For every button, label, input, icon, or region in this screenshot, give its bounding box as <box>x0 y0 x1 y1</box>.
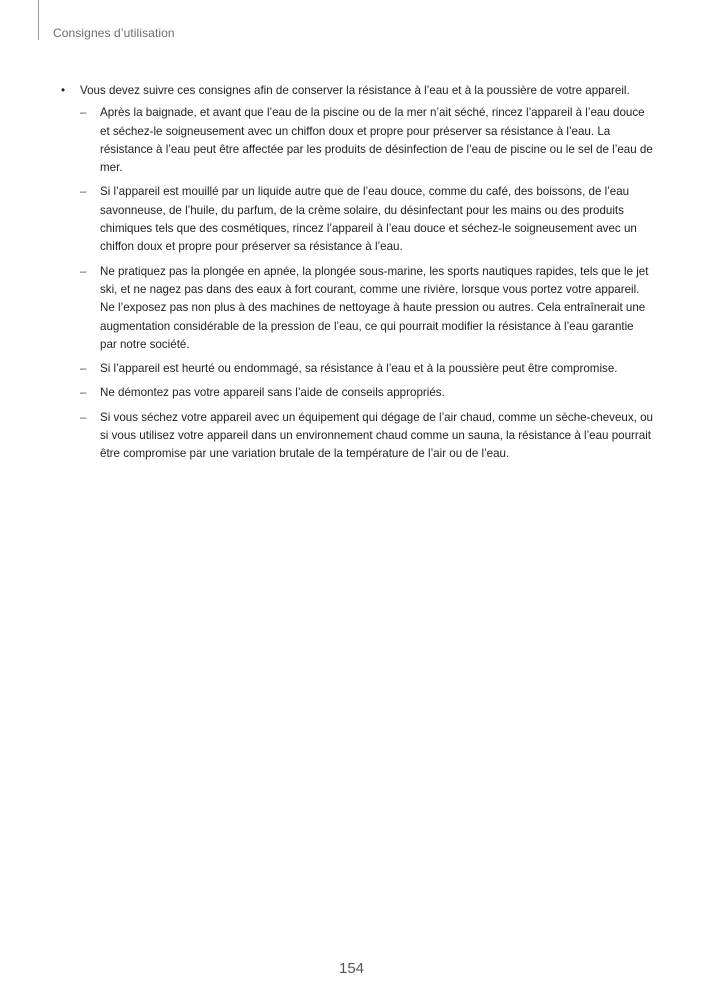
list-item-text: Si vous séchez votre appareil avec un équipement qui dégage de l’air chaud, comme un sèche-cheveux, ou si vous utilisez votre appareil dans un environnement chaud comme un sauna, la résistance à l’eau pourrait être compromise par une variation brutale de la température de l’air ou de l’eau. <box>100 410 653 461</box>
dash-icon: – <box>80 362 87 376</box>
main-content <box>61 82 653 470</box>
dash-icon: – <box>80 386 87 400</box>
section-title: Consignes d’utilisation <box>53 26 175 40</box>
list-item-text: Si l’appareil est mouillé par un liquide autre que de l’eau douce, comme du café, des boissons, de l’eau savonneuse, de l’huile, du parfum, de la crème solaire, du désinfectant pour les mains ou des produits chimiques tels que des cosmétiques, rincez l’appareil à l’eau douce et séchez-le soigneusement avec un chiffon doux et propre pour préserver sa résistance à l’eau. <box>100 185 637 254</box>
list-item-text: Ne démontez pas votre appareil sans l’aide de conseils appropriés. <box>100 386 445 400</box>
list-item <box>61 384 653 402</box>
list-item <box>61 263 653 354</box>
list-item-text: Après la baignade, et avant que l’eau de la piscine ou de la mer n’ait séché, rincez l’appareil à l’eau douce et séchez-le soigneusement avec un chiffon doux et propre pour préserver sa résistance à l’eau. La résistance à l’eau peut être affectée par les produits de désinfection de l’eau de piscine ou le sel de l’eau de mer. <box>100 106 653 175</box>
dash-icon: – <box>80 264 87 278</box>
list-item <box>61 104 653 177</box>
list-item <box>61 409 653 464</box>
dash-icon: – <box>80 106 87 120</box>
list-item-text: Ne pratiquez pas la plongée en apnée, la plongée sous-marine, les sports nautiques rapides, tels que le jet ski, et ne nagez pas dans des eaux à fort courant, comme une rivière, lorsque vous portez votre appareil. Ne l’exposez pas non plus à des machines de nettoyage à haute pression ou autres. Cela entraînerait une augmentation considérable de la pression de l’eau, ce qui pourrait modifier la résistance à l’eau garantie par notre société. <box>100 264 649 351</box>
list-item <box>61 183 653 256</box>
instruction-list <box>80 104 653 463</box>
header-side-rule <box>38 0 39 40</box>
list-item <box>61 360 653 378</box>
intro-text: Vous devez suivre ces consignes afin de conserver la résistance à l’eau et à la poussière de votre appareil. <box>80 84 630 97</box>
intro-bullet <box>61 82 653 464</box>
dash-icon: – <box>80 185 87 199</box>
page-number: 154 <box>338 960 365 977</box>
list-item-text: Si l’appareil est heurté ou endommagé, sa résistance à l’eau et à la poussière peut être compromise. <box>100 362 618 376</box>
dash-icon: – <box>80 410 87 424</box>
bullet-dot-icon: • <box>61 84 66 97</box>
